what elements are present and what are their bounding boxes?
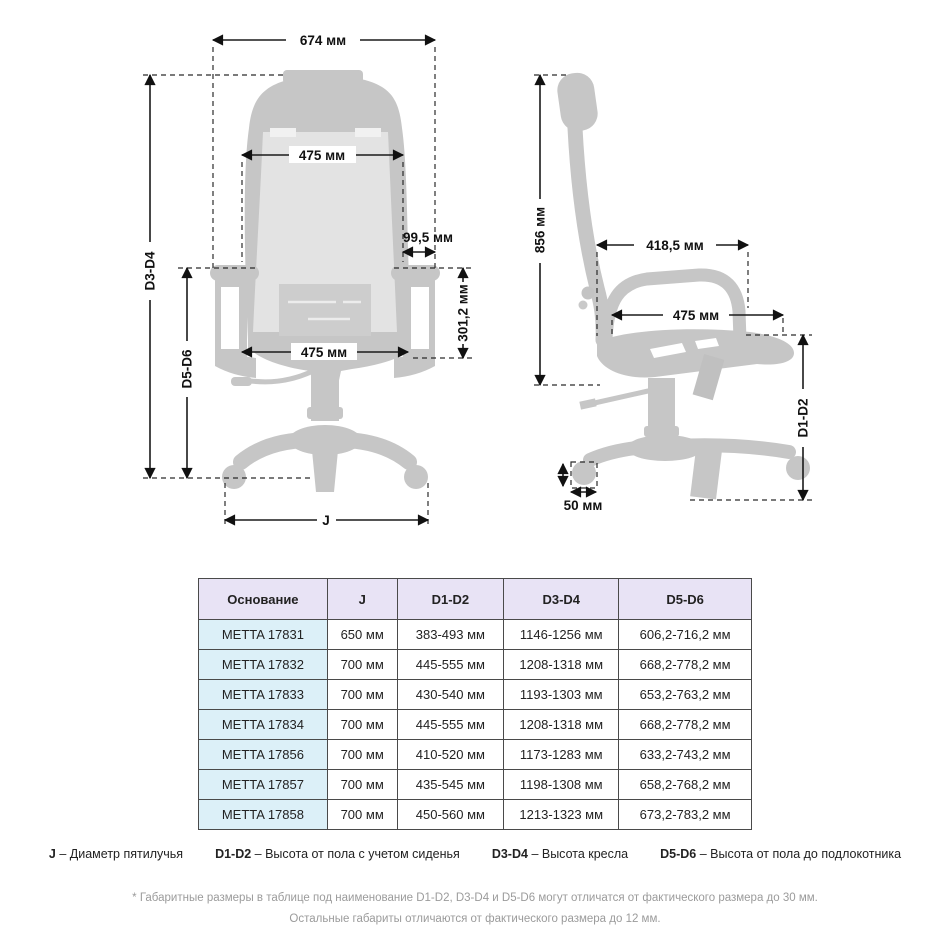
table-cell: 650 мм: [327, 620, 397, 650]
model-cell: METTA 17856: [199, 740, 328, 770]
col-header-base: Основание: [199, 579, 328, 620]
legend-desc: – Высота кресла: [531, 847, 629, 861]
table-cell: 700 мм: [327, 770, 397, 800]
table-row: [199, 740, 752, 770]
table-cell: 700 мм: [327, 650, 397, 680]
model-cell: METTA 17832: [199, 650, 328, 680]
model-cell: METTA 17831: [199, 620, 328, 650]
dim-label-overall-width: 674 мм: [299, 33, 347, 48]
model-cell: METTA 17833: [199, 680, 328, 710]
legend-item-d5d6: [660, 847, 901, 861]
col-header-d5d6: D5-D6: [619, 579, 752, 620]
table-cell: 435-545 мм: [397, 770, 504, 800]
dim-label-caster-size: 50 мм: [563, 498, 603, 513]
table-cell: 383-493 мм: [397, 620, 504, 650]
col-header-d3d4: D3-D4: [504, 579, 619, 620]
model-cell: METTA 17858: [199, 800, 328, 830]
table-cell: 410-520 мм: [397, 740, 504, 770]
dim-label-upper-depth: 418,5 мм: [646, 238, 704, 253]
table-body: [199, 620, 752, 830]
table-cell: 1146-1256 мм: [504, 620, 619, 650]
header-row: [199, 579, 752, 620]
dimensions-table: [198, 578, 752, 830]
table-cell: 700 мм: [327, 710, 397, 740]
dim-label-d5d6: D5-D6: [179, 349, 195, 389]
dim-label-armrest-offset: 99,5 мм: [403, 230, 453, 245]
table-row: [199, 650, 752, 680]
model-cell: METTA 17857: [199, 770, 328, 800]
chair-side-silhouette: [555, 71, 810, 500]
table-cell: 1193-1303 мм: [504, 680, 619, 710]
legend-desc: – Высота от пола с учетом сиденья: [254, 847, 460, 861]
dim-label-d3d4: D3-D4: [142, 251, 158, 291]
table-cell: 1173-1283 мм: [504, 740, 619, 770]
legend-desc: – Высота от пола до подлокотника: [699, 847, 902, 861]
legend-term: J: [48, 847, 56, 861]
table-cell: 668,2-778,2 мм: [619, 710, 752, 740]
table-cell: 658,2-768,2 мм: [619, 770, 752, 800]
dim-label-back-panel-height: 301,2 мм: [455, 284, 471, 342]
legend-item-d3d4: [492, 847, 628, 861]
table-row: [199, 770, 752, 800]
legend-term: D1-D2: [215, 847, 252, 861]
dim-label-back-height: 856 мм: [532, 206, 548, 254]
table-cell: 430-540 мм: [397, 680, 504, 710]
legend-item-d1d2: [215, 847, 460, 861]
dim-label-seat-width: 475 мм: [300, 345, 348, 360]
table-cell: 445-555 мм: [397, 650, 504, 680]
chair-front-silhouette: [210, 70, 440, 492]
footnote-line-2: Остальные габариты отличаются от фактического размера до 12 мм.: [289, 913, 661, 925]
table-cell: 673,2-783,2 мм: [619, 800, 752, 830]
table-header: [199, 579, 752, 620]
table-cell: 700 мм: [327, 680, 397, 710]
legend: [0, 847, 950, 861]
legend-term: D5-D6: [660, 847, 697, 861]
table-cell: 633,2-743,2 мм: [619, 740, 752, 770]
table-row: [199, 680, 752, 710]
table-cell: 1208-1318 мм: [504, 650, 619, 680]
legend-term: D3-D4: [491, 847, 528, 861]
table-cell: 653,2-763,2 мм: [619, 680, 752, 710]
table-row: [199, 800, 752, 830]
table-cell: 1213-1323 мм: [504, 800, 619, 830]
dim-label-base-diameter: J: [322, 513, 330, 528]
legend-item-j: [49, 847, 183, 861]
footnote-line-1: * Габаритные размеры в таблице под наименование D1-D2, D3-D4 и D5-D6 могут отличатся от фактического размера до 30 мм.: [132, 892, 818, 904]
table-cell: 700 мм: [327, 800, 397, 830]
col-header-d1d2: D1-D2: [397, 579, 504, 620]
col-header-j: J: [327, 579, 397, 620]
legend-desc: – Диаметр пятилучья: [59, 847, 184, 861]
footnotes: [0, 888, 950, 930]
model-cell: METTA 17834: [199, 710, 328, 740]
table-row: [199, 710, 752, 740]
table-cell: 445-555 мм: [397, 710, 504, 740]
dim-label-back-width: 475 мм: [298, 148, 346, 163]
table-cell: 668,2-778,2 мм: [619, 650, 752, 680]
table-cell: 700 мм: [327, 740, 397, 770]
table-cell: 1198-1308 мм: [504, 770, 619, 800]
table-row: [199, 620, 752, 650]
table-cell: 606,2-716,2 мм: [619, 620, 752, 650]
table-cell: 450-560 мм: [397, 800, 504, 830]
dim-label-d1d2: D1-D2: [795, 398, 811, 438]
dim-label-seat-depth: 475 мм: [672, 308, 720, 323]
table-cell: 1208-1318 мм: [504, 710, 619, 740]
